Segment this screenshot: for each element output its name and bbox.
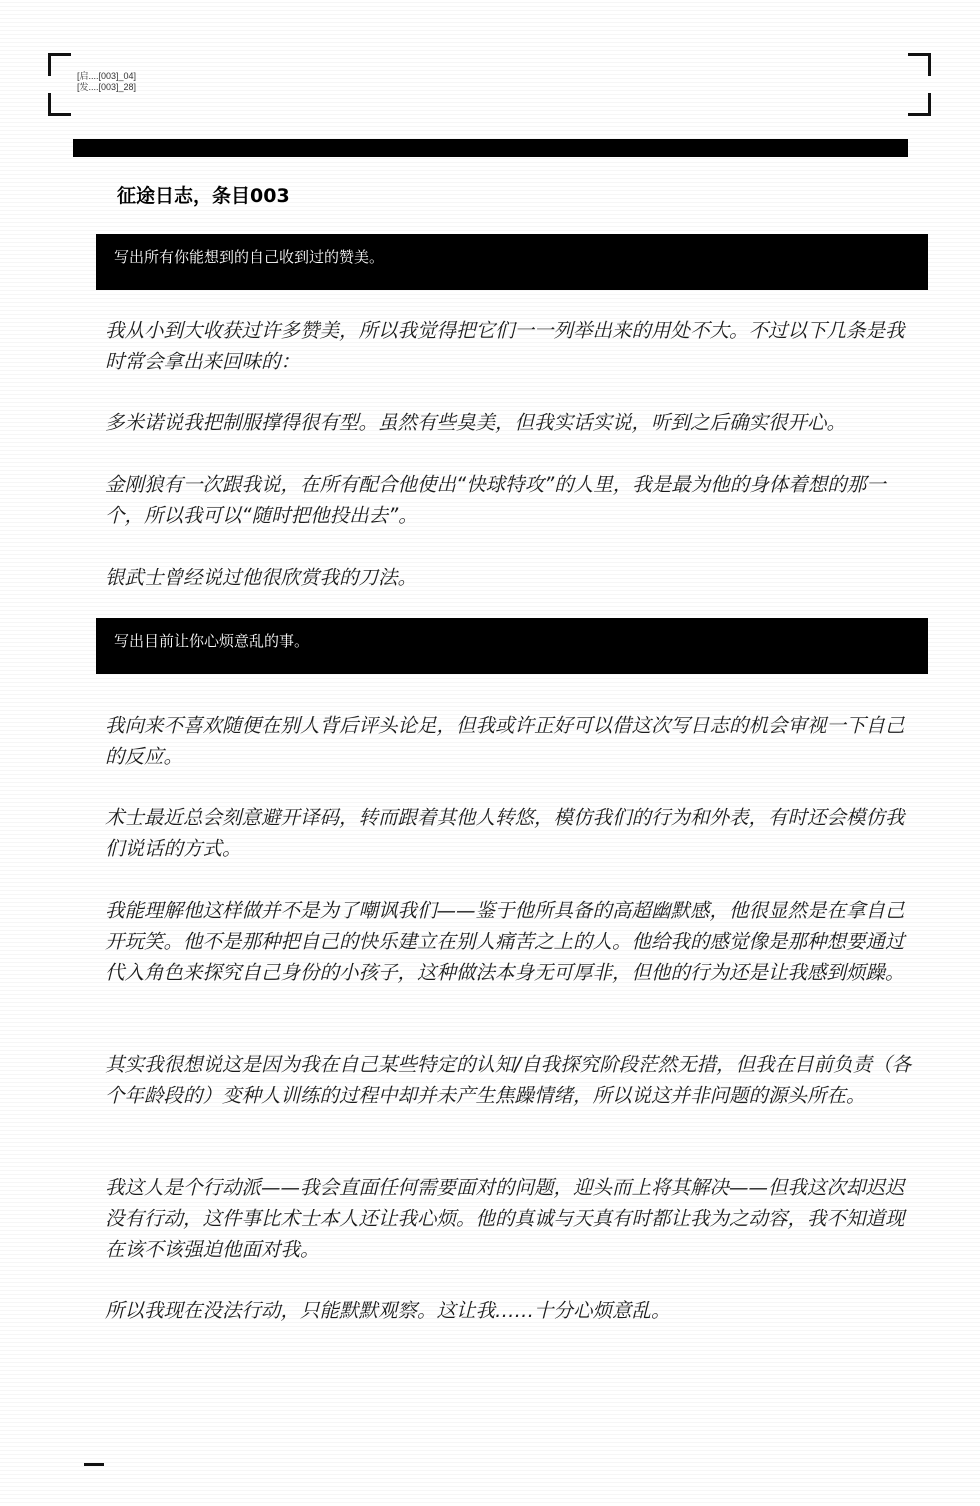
paragraph: 其实我很想说这是因为我在自己某些特定的认知/自我探究阶段茫然无措，但我在目前负责（各个年龄段的）变种人训练的过程中却并未产生焦躁情绪，所以说这并非问题的源头所在。 — [105, 1053, 912, 1107]
paragraph: 我向来不喜欢随便在别人背后评头论足，但我或许正好可以借这次写日志的机会审视一下自己的反应。 — [105, 714, 905, 768]
paragraph: 我从小到大收获过许多赞美，所以我觉得把它们一一列举出来的用处不大。不过以下几条是我时常会拿出来回味的： — [105, 319, 905, 373]
entry-title: 征途日志，条目003 — [117, 185, 290, 207]
page-footer-dash — [84, 1463, 104, 1466]
paragraph: 金刚狼有一次跟我说，在所有配合他使出“快球特攻”的人里，我是最为他的身体着想的那一个，所以我可以“随时把他投出去”。 — [105, 473, 886, 527]
meta-line-2: [发....[003]_28] — [77, 82, 137, 92]
corner-bracket-bottom-left — [48, 93, 71, 116]
paragraph: 我能理解他这样做并不是为了嘲讽我们——鉴于他所具备的高超幽默感，他很显然是在拿自己开玩笑。他不是那种把自己的快乐建立在别人痛苦之上的人。他给我的感觉像是那种想要通过代入角色来探究自己身份的小孩子，这种做法本身无可厚非，但他的行为还是让我感到烦躁。 — [105, 899, 905, 984]
paragraph: 银武士曾经说过他很欣赏我的刀法。 — [105, 566, 418, 589]
paragraph: 我这人是个行动派——我会直面任何需要面对的问题，迎头而上将其解决——但我这次却迟迟没有行动，这件事比术士本人还让我心烦。他的真诚与天真有时都让我为之动容，我不知道现在该不该强迫他面对我。 — [105, 1176, 905, 1261]
paragraph: 术士最近总会刻意避开译码，转而跟着其他人转悠，模仿我们的行为和外表，有时还会模仿我们说话的方式。 — [105, 806, 905, 860]
prompt-compliments: 写出所有你能想到的自己收到过的赞美。 — [96, 234, 928, 290]
corner-bracket-top-left — [48, 53, 71, 76]
paragraph: 多米诺说我把制服撑得很有型。虽然有些臭美，但我实话实说，听到之后确实很开心。 — [105, 411, 847, 434]
corner-bracket-top-right — [908, 53, 931, 76]
paragraph: 所以我现在没法行动，只能默默观察。这让我……十分心烦意乱。 — [105, 1299, 671, 1322]
header-meta — [77, 71, 136, 93]
meta-line-1: [启....[003]_04] — [77, 71, 137, 81]
prompt-troubles: 写出目前让你心烦意乱的事。 — [96, 618, 928, 674]
corner-bracket-bottom-right — [908, 93, 931, 116]
header-divider-bar — [73, 139, 908, 157]
